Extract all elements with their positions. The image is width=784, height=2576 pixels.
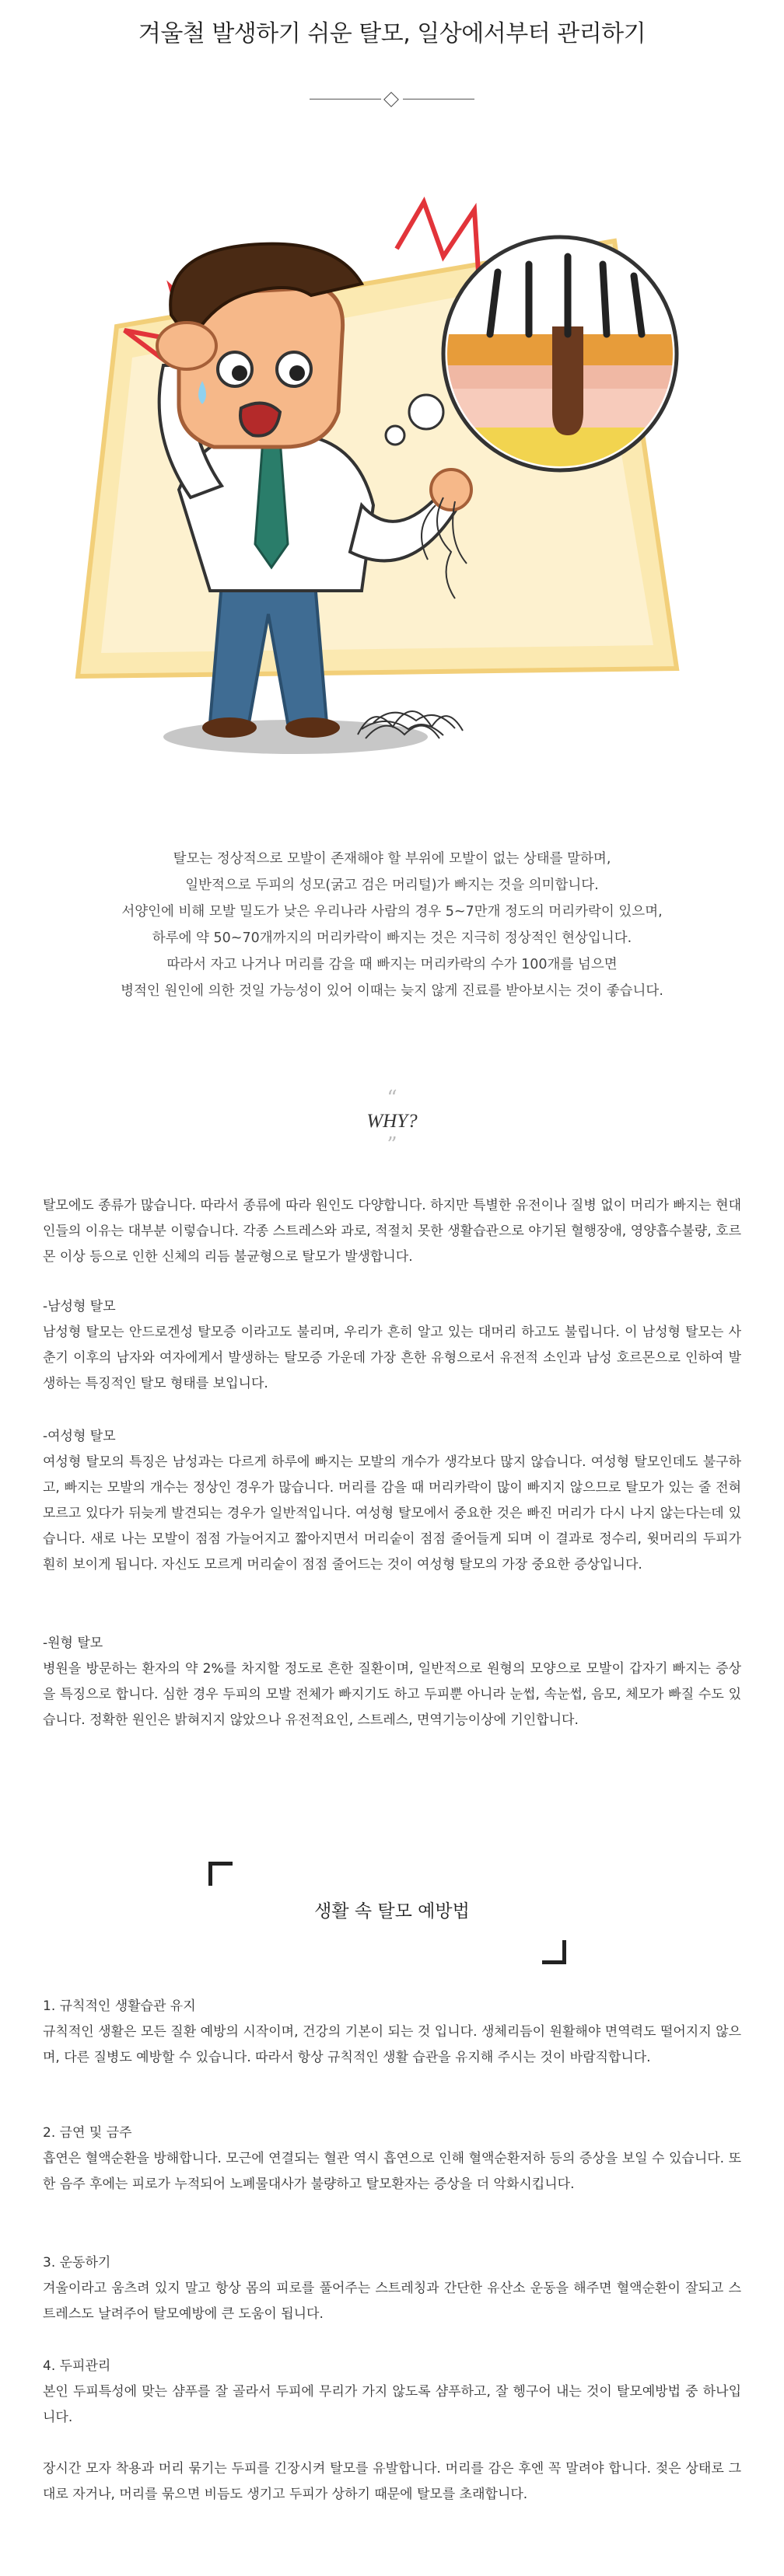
tip-body: 본인 두피특성에 맞는 샴푸를 잘 골라서 두피에 무리가 가지 않도록 샴푸하고, 잘 헹구어 내는 것이 탈모예방법 중 하나입니다. [43,2384,741,2425]
type-heading: -여성형 탈모 [43,1429,116,1444]
type-heading: -남성형 탈모 [43,1299,116,1314]
intro-paragraph [0,846,784,1004]
intro-line: 일반적으로 두피의 성모(굵고 검은 머리털)가 빠지는 것을 의미합니다. [185,878,599,893]
title-divider [310,92,474,107]
close-quote-icon: ” [387,1133,397,1157]
type-alopecia-areata [43,1631,741,1733]
tip-1 [43,1994,741,2071]
bracket-top-left-icon [208,1862,233,1886]
prevention-heading: 생활 속 탈모 예방법 [314,1901,470,1922]
tip-heading: 3. 운동하기 [43,2255,111,2271]
intro-line: 따라서 자고 나거나 머리를 감을 때 빠지는 머리카락의 수가 100개를 넘으면 [166,957,618,972]
type-body: 병원을 방문하는 환자의 약 2%를 차지할 정도로 흔한 질환이며, 일반적으로 원형의 모양으로 모발이 갑자기 빠지는 증상을 특징으로 합니다. 심한 경우 두피의 모발 전체가 빠지기도 하고 두피뿐 아니라 눈썹, 속눈썹, 음모, 체모가 빠질 수도 있습니다. 정확한 원인은 밝혀지지 않았으나 유전적요인, 스트레스, 면역기능이상에 기인합니다. [43,1661,741,1728]
open-quote-icon: “ [387,1087,397,1110]
tip-body: 흡연은 혈액순환을 방해합니다. 모근에 연결되는 혈관 역시 흡연으로 인해 혈액순환저하 등의 증상을 보일 수 있습니다. 또한 음주 후에는 피로가 누적되어 노폐물대사가 불량하고 탈모환자는 증상을 더 악화시킵니다. [43,2151,741,2192]
why-body [43,1193,741,1270]
type-male [43,1294,741,1397]
closing-paragraph [43,2456,741,2508]
hair-follicle-icon [443,237,677,474]
tip-heading: 4. 두피관리 [43,2358,111,2374]
divider-diamond-icon [383,92,399,107]
type-heading: -원형 탈모 [43,1635,103,1651]
type-body: 여성형 탈모의 특징은 남성과는 다르게 하루에 빠지는 모발의 개수가 생각보다 많지 않습니다. 여성형 탈모인데도 불구하고, 빠지는 모발의 개수는 정상인 경우가 많습니다. 머리를 감을 때 머리카락이 많이 빠지지 않으므로 탈모가 있는 줄 전혀 모르고 있다가 뒤늦게 발견되는 경우가 일반적입니다. 여성형 탈모에서 중요한 것은 빠진 머리가 다시 나지 않는다는데 있습니다. 새로 나는 모발이 점점 가늘어지고 짧아지면서 머리숱이 점점 줄어들게 되며 이 결과로 정수리, 윗머리의 두피가 훤히 보이게 됩니다. 자신도 모르게 머리숱이 점점 줄어드는 것이 여성형 탈모의 가장 중요한 증상입니다. [43,1454,741,1572]
tip-2 [43,2120,741,2197]
tip-3 [43,2250,741,2327]
why-heading: WHY? [366,1111,418,1132]
type-female [43,1424,741,1578]
tip-heading: 2. 금연 및 금주 [43,2125,132,2141]
intro-line: 탈모는 정상적으로 모발이 존재해야 할 부위에 모발이 없는 상태를 말하며, [173,851,611,867]
intro-line: 병적인 원인에 의한 것일 가능성이 있어 이때는 늦지 않게 진료를 받아보시는 것이 좋습니다. [121,983,663,999]
intro-line: 서양인에 비해 모발 밀도가 낮은 우리나라 사람의 경우 5~7만개 정도의 머리카락이 있으며, [121,904,663,920]
tip-body: 규칙적인 생활은 모든 질환 예방의 시작이며, 건강의 기본이 되는 것 입니다. 생체리듬이 원활해야 면역력도 떨어지지 않으며, 다른 질병도 예방할 수 있습니다. 따라서 항상 규칙적인 생활 습관을 유지해 주시는 것이 바람직합니다. [43,2024,741,2065]
tip-body: 겨울이라고 움츠려 있지 말고 항상 몸의 피로를 풀어주는 스트레칭과 간단한 유산소 운동을 해주면 혈액순환이 잘되고 스트레스도 날려주어 탈모예방에 큰 도움이 됩니다. [43,2281,741,2322]
type-body: 남성형 탈모는 안드로겐성 탈모증 이라고도 불리며, 우리가 흔히 알고 있는 대머리 하고도 불립니다. 이 남성형 탈모는 사춘기 이후의 남자와 여자에게서 발생하는 탈모증 가운데 가장 흔한 유형으로서 유전적 소인과 남성 호르몬으로 인하여 발생하는 특징적인 탈모 형태를 보입니다. [43,1325,741,1391]
why-heading-block [0,1088,784,1155]
page-title: 겨울철 발생하기 쉬운 탈모, 일상에서부터 관리하기 [138,20,646,47]
why-body-text: 탈모에도 종류가 많습니다. 따라서 종류에 따라 원인도 다양합니다. 하지만 특별한 유전이나 질병 없이 머리가 빠지는 현대인들의 이유는 대부분 이렇습니다. 각종 스트레스와 과로, 적절치 못한 생활습관으로 야기된 혈행장애, 영양흡수불량, 호르몬 이상 등으로 인한 신체의 리듬 불균형으로 탈모가 발생합니다. [43,1198,741,1265]
hair-loss-illustration [54,179,716,793]
tip-heading: 1. 규칙적인 생활습관 유지 [43,1998,196,2014]
intro-line: 하루에 약 50~70개까지의 머리카락이 빠지는 것은 지극히 정상적인 현상입니다. [152,930,632,946]
tip-4 [43,2354,741,2431]
closing-text: 장시간 모자 착용과 머리 묶기는 두피를 긴장시켜 탈모를 유발합니다. 머리를 감은 후엔 꼭 말려야 합니다. 젖은 상태로 그대로 자거나, 머리를 묶으면 비듬도 생기고 두피가 상하기 때문에 탈모를 초래합니다. [43,2461,741,2502]
bracket-bottom-right-icon [542,1940,566,1964]
